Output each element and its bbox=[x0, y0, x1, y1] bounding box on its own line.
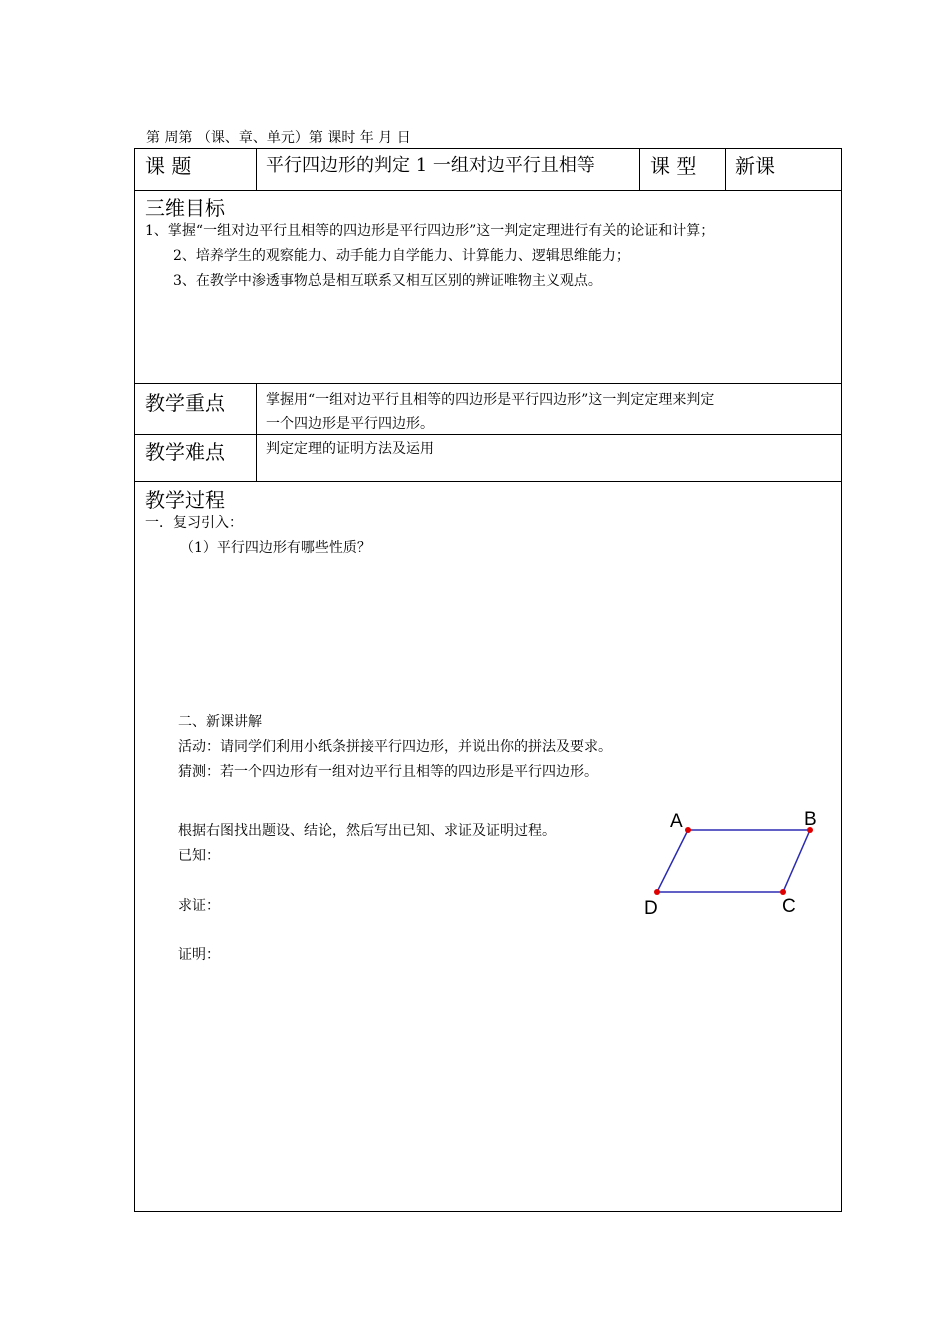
label-d: D bbox=[644, 898, 658, 919]
objectives-heading: 三维目标 bbox=[145, 196, 225, 220]
header-line: 第 周第 （课、章、单元）第 课时 年 月 日 bbox=[146, 130, 411, 146]
parallelogram-figure bbox=[640, 805, 830, 920]
parallelogram-shape bbox=[657, 830, 810, 892]
guess-text: 猜测：若一个四边形有一组对边平行且相等的四边形是平行四边形。 bbox=[178, 764, 598, 780]
review-question: （1）平行四边形有哪些性质？ bbox=[180, 540, 371, 556]
objective-item: 2、培养学生的观察能力、动手能力自学能力、计算能力、逻辑思维能力； bbox=[173, 248, 630, 264]
key-point-label: 教学重点 bbox=[145, 391, 225, 415]
process-heading: 教学过程 bbox=[145, 488, 225, 512]
difficulty-label: 教学难点 bbox=[145, 440, 225, 464]
review-heading: 一．复习引入： bbox=[145, 515, 243, 531]
label-c: C bbox=[782, 896, 796, 917]
lesson-title-label: 课 题 bbox=[145, 154, 192, 178]
difficulty-text: 判定定理的证明方法及运用 bbox=[266, 441, 434, 457]
key-point-line: 掌握用“一组对边平行且相等的四边形是平行四边形”这一判定定理来判定 bbox=[266, 392, 715, 408]
lesson-type-label: 课 型 bbox=[650, 154, 697, 178]
given-label: 已知： bbox=[178, 848, 220, 864]
lesson-title-value: 平行四边形的判定 1 一组对边平行且相等 bbox=[266, 155, 595, 176]
objective-item: 1、掌握“一组对边平行且相等的四边形是平行四边形”这一判定定理进行有关的论证和计算； bbox=[145, 223, 715, 239]
prove-label: 求证： bbox=[178, 898, 220, 914]
activity-text: 活动：请同学们利用小纸条拼接平行四边形，并说出你的拼法及要求。 bbox=[178, 739, 612, 755]
objective-item: 3、在教学中渗透事物总是相互联系又相互区别的辨证唯物主义观点。 bbox=[173, 273, 602, 289]
point-c bbox=[780, 889, 786, 895]
label-a: A bbox=[670, 811, 683, 832]
point-a bbox=[685, 827, 691, 833]
point-d bbox=[654, 889, 660, 895]
new-lesson-heading: 二、新课讲解 bbox=[178, 714, 262, 730]
key-point-line: 一个四边形是平行四边形。 bbox=[266, 416, 434, 432]
proof-label: 证明： bbox=[178, 947, 220, 963]
label-b: B bbox=[804, 809, 817, 830]
instruction-text: 根据右图找出题设、结论，然后写出已知、求证及证明过程。 bbox=[178, 823, 556, 839]
lesson-type-value: 新课 bbox=[735, 154, 775, 178]
